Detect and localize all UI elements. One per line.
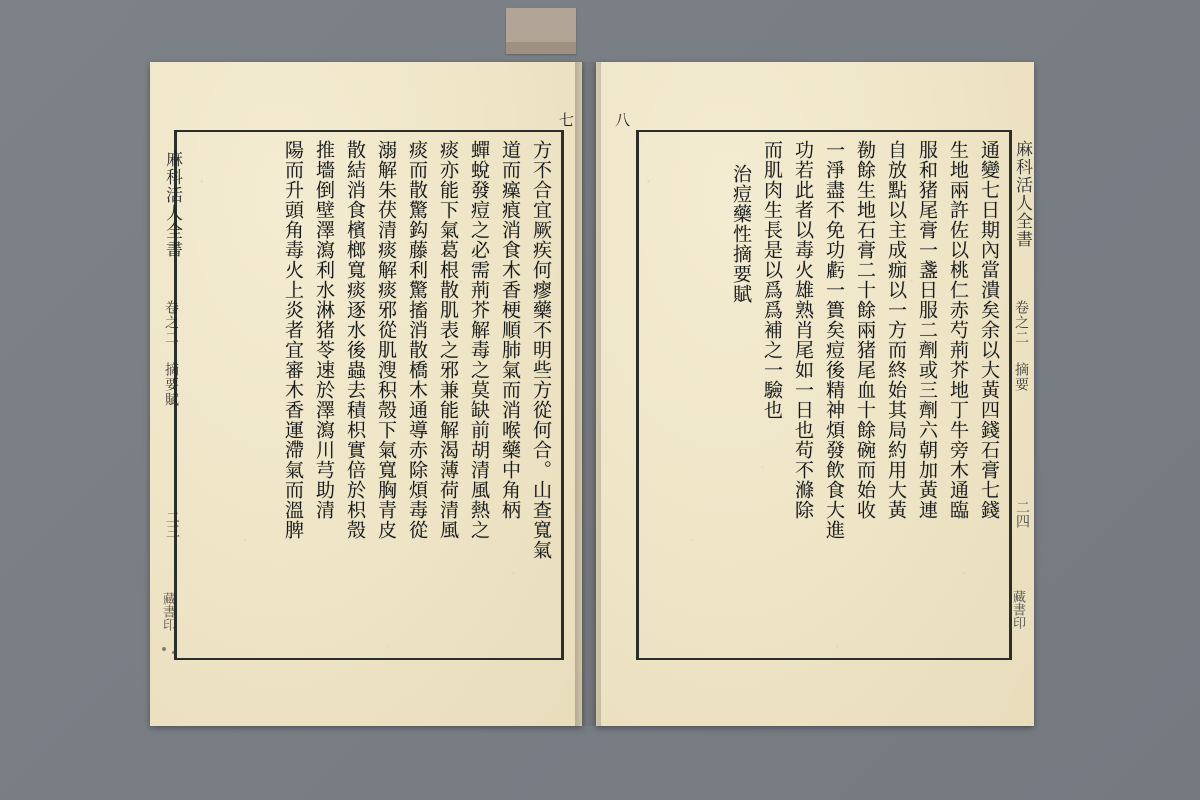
text-column: 而肌肉生長是以爲爲補之一驗也 (761, 140, 783, 420)
book-gutter-shadow (575, 62, 601, 726)
right-page-volume-label: 卷之二 摘要 (1013, 300, 1029, 392)
text-column: 推墻倒壁澤瀉利水淋猪苓速於澤瀉川芎助清 (313, 140, 335, 520)
top-paper-slip (506, 8, 576, 54)
text-column: 溺解朱茯清痰解痰邪從肌溲积殼下氣寬胸青皮 (375, 140, 397, 540)
folio-number-right: 八 (613, 112, 631, 127)
text-column-heading: 治痘藥性摘要賦 (730, 164, 752, 304)
left-page-volume-label: 卷之二 摘要賦 (163, 300, 179, 407)
text-column: 方不合宜厥疾何瘳藥不明些方從何合。山查寬氣 (530, 140, 552, 560)
text-column: 陽而升頭角毒火上炎者宜審木香運滯氣而溫脾 (282, 140, 304, 540)
text-columns-left (177, 132, 561, 658)
text-column: 服和猪尾膏一盞日服二劑或三劑六朝加黃連 (916, 140, 938, 520)
left-page (150, 62, 582, 726)
right-page-seal-label: 藏書印 (1010, 590, 1025, 629)
right-page-number-label: 二四 (1014, 500, 1030, 528)
ink-mark (172, 651, 175, 654)
text-frame-right (636, 130, 1012, 660)
text-frame-left (174, 130, 564, 660)
text-column: 痰亦能下氣葛根散肌表之邪兼能解渴薄荷清風 (437, 140, 459, 540)
right-page-side-title: 麻科活人全書 (1012, 140, 1032, 248)
text-column: 自放點以主成痂以一方而終始其局約用大黃 (885, 140, 907, 520)
left-page-number-label: 二三 (164, 510, 180, 538)
text-column: 道而㿋㾗消食木香梗順肺氣而消喉藥中角柄 (499, 140, 521, 520)
text-column: 痰而散驚鈎藤利驚搐消散橋木通導赤除煩毒從 (406, 140, 428, 540)
text-column: 功若此者以毒火雄熟肖尾如一日也苟不滌除 (792, 140, 814, 520)
left-page-seal-label: 藏書印 (160, 592, 175, 631)
text-column: 通變七日期內當潰矣余以大黃四錢石膏七錢 (978, 140, 1000, 520)
right-page (596, 62, 1034, 726)
text-column: 勌餘生地石膏二十餘兩猪尾血十餘碗而始收 (854, 140, 876, 520)
text-column: 生地兩許佐以桃仁赤芍荊芥地丁牛旁木通臨 (947, 140, 969, 520)
folio-number-left: 七 (557, 112, 575, 127)
text-column: 一淨盡不免功虧一簣矣痘後精神煩發飲食大進 (823, 140, 845, 540)
ink-mark (162, 647, 166, 651)
text-column: 散結消食檳榔寬痰逐水後蟲去積枳實倍於枳殼 (344, 140, 366, 540)
text-column: 蟬蛻發痘之必需荊芥解毒之莫缺前胡清風熱之 (468, 140, 490, 540)
text-columns-right (639, 132, 1009, 658)
left-page-side-title: 麻科活人全書 (162, 150, 182, 258)
